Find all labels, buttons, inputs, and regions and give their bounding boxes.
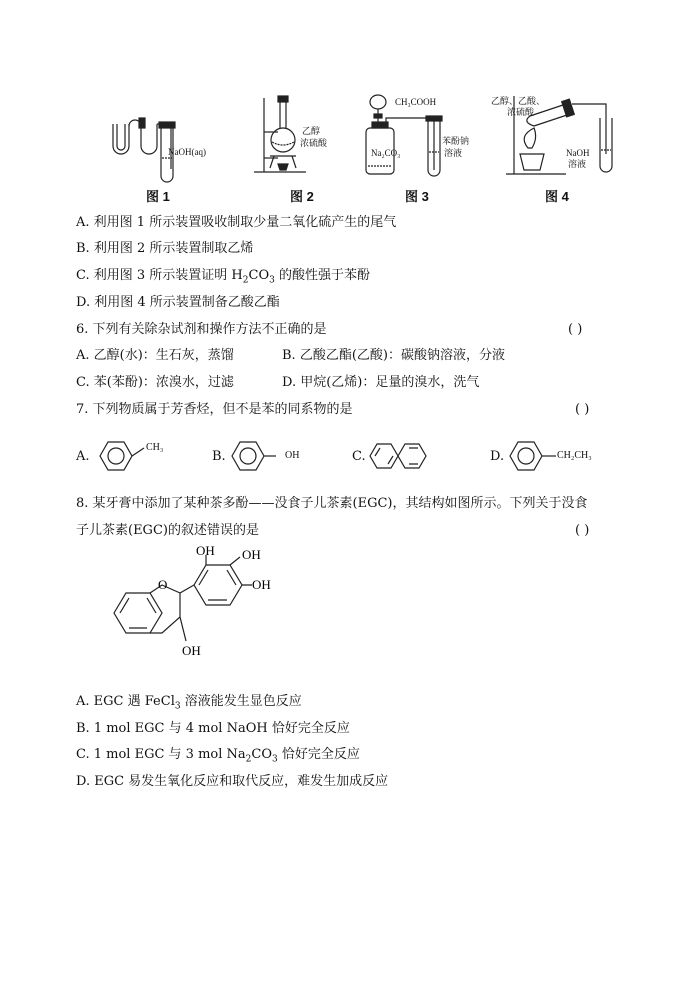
q5-option-a: A. 利用图 1 所示装置吸收制取少量二氧化硫产生的尾气: [76, 215, 397, 230]
q7-answer-paren: ( ): [575, 402, 590, 417]
fig4-caption: 图 4: [545, 189, 569, 204]
q6-stem: 6. 下列有关除杂试剂和操作方法不正确的是: [76, 322, 327, 337]
q5-option-b: B. 利用图 2 所示装置制取乙烯: [76, 241, 254, 256]
q8-answer-paren: ( ): [575, 523, 590, 538]
egc-oh-right-lower: OH: [252, 577, 271, 592]
fig2-caption: 图 2: [290, 189, 314, 204]
fig2-label-sulfuric: 浓硫酸: [300, 138, 328, 148]
q6-option-c: C. 苯(苯酚)：浓溴水，过滤: [76, 375, 234, 390]
q7-option-d-substituent: CH₂CH₃: [557, 450, 592, 461]
q5-option-d: D. 利用图 4 所示装置制备乙酸乙酯: [76, 295, 280, 310]
toluene-structure: [92, 438, 152, 474]
fig3-label-carbonate: Na₂CO₃: [371, 148, 401, 158]
fig3-label-phenolate: 苯酚钠: [442, 136, 470, 146]
q8-stem-line1: 8. 某牙膏中添加了某种茶多酚——没食子儿茶素(EGC)，其结构如图所示。下列关于没食: [76, 496, 588, 511]
fig3-label-solution: 溶液: [444, 148, 463, 158]
egc-ring-oxygen: O: [158, 577, 168, 592]
q7-option-d: D.: [490, 449, 505, 464]
fig3-label-acetic: CH₃COOH: [395, 97, 437, 107]
q6-option-a: A. 乙醇(水)：生石灰，蒸馏: [76, 348, 234, 363]
fig4-label-reagents: 乙醇、乙酸、: [491, 96, 546, 106]
fig4-label-naoh: NaOH: [566, 148, 590, 158]
q8-option-d: D. EGC 易发生氧化反应和取代反应，难发生加成反应: [76, 774, 389, 789]
naphthalene-structure: [366, 438, 436, 474]
q8-option-b: B. 1 mol EGC 与 4 mol NaOH 恰好完全反应: [76, 721, 350, 736]
q7-option-a: A.: [76, 449, 90, 464]
q8-option-a: A. EGC 遇 FeCl$_3$ 溶液能发生显色反应: [76, 694, 302, 712]
q5-option-c: C. 利用图 3 所示装置证明 $H_2CO_3$ 的酸性强于苯酚: [76, 268, 370, 286]
egc-oh-top: OH: [196, 545, 215, 558]
egc-oh-right-upper: OH: [242, 547, 261, 562]
fig1-naoh-label: NaOH(aq): [168, 147, 206, 157]
fig3-caption: 图 3: [405, 189, 429, 204]
phenol-structure: [226, 438, 286, 474]
q7-option-b: B.: [212, 449, 226, 464]
fig2-label-ethanol: 乙醇: [302, 126, 321, 136]
egc-structure: [100, 545, 290, 675]
figure-1-apparatus: [105, 108, 230, 183]
q7-stem: 7. 下列物质属于芳香烃，但不是苯的同系物的是: [76, 402, 353, 417]
q6-option-d: D. 甲烷(乙烯)：足量的溴水，洗气: [282, 375, 480, 390]
q6-option-b: B. 乙酸乙酯(乙酸)：碳酸钠溶液，分液: [282, 348, 505, 363]
fig1-caption: 图 1: [146, 189, 170, 204]
q7-option-c: C.: [352, 449, 366, 464]
ethylbenzene-structure: [504, 438, 564, 474]
q8-option-c: C. 1 mol EGC 与 3 mol $Na_2CO_3$ 恰好完全反应: [76, 747, 360, 765]
egc-oh-bottom: OH: [182, 643, 201, 658]
q7-option-b-substituent: OH: [285, 450, 300, 461]
q6-answer-paren: ( ): [568, 322, 583, 337]
fig4-label-solution: 溶液: [568, 159, 587, 169]
fig4-label-sulfuric: 浓硫酸: [507, 107, 535, 117]
q8-stem-line2: 子儿茶素(EGC)的叙述错误的是: [76, 523, 259, 538]
figure-2-apparatus: [250, 92, 330, 182]
q7-option-a-substituent: CH₃: [146, 442, 164, 453]
